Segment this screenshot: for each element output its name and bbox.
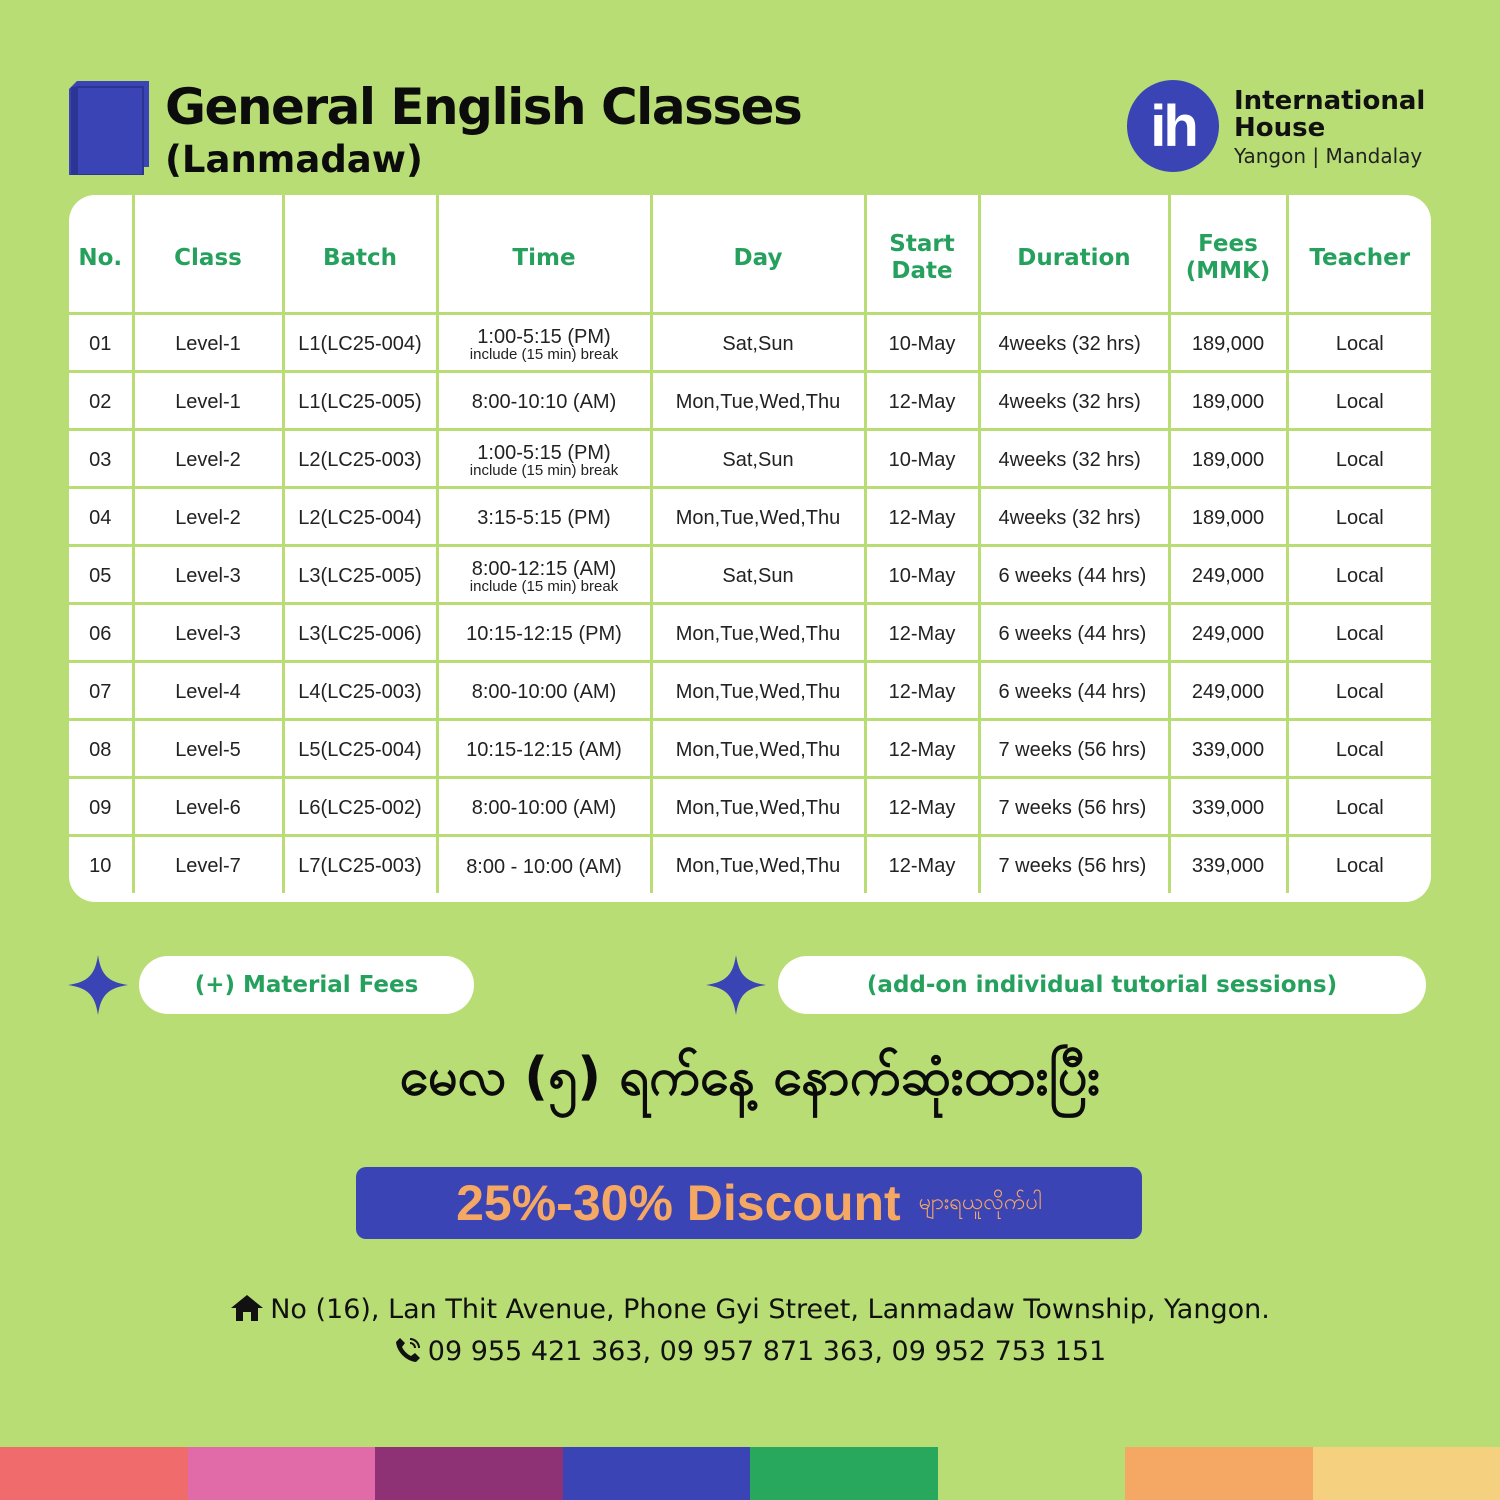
header-no: No. — [69, 195, 133, 313]
deadline-text: မေလ (၅) ရက်နေ့ နောက်ဆုံးထားပြီး — [399, 1047, 1101, 1107]
discount-badge — [356, 1167, 1142, 1239]
cell-no: 03 — [69, 429, 133, 487]
cell-teacher: Local — [1287, 545, 1431, 603]
table-row — [69, 835, 1431, 893]
cell-batch: L3(LC25-006) — [283, 603, 437, 661]
cell-duration: 6 weeks (44 hrs) — [979, 603, 1169, 661]
color-stripe-bar — [0, 1447, 1500, 1500]
header-day: Day — [651, 195, 865, 313]
break-note: include (15 min) break — [469, 577, 619, 595]
cell-fees: 249,000 — [1169, 603, 1287, 661]
break-note: include (15 min) break — [469, 345, 619, 363]
cell-fees: 339,000 — [1169, 835, 1287, 893]
cell-class: Level-1 — [133, 313, 283, 371]
table-row — [69, 371, 1431, 429]
cell-day: Mon,Tue,Wed,Thu — [651, 719, 865, 777]
schedule-table-card — [69, 195, 1431, 902]
phone-line — [0, 1336, 1500, 1367]
cell-fees: 189,000 — [1169, 313, 1287, 371]
break-note: include (15 min) break — [469, 461, 619, 479]
cell-duration: 7 weeks (56 hrs) — [979, 719, 1169, 777]
time-value: 10:15-12:15 (AM) — [466, 739, 622, 761]
cell-teacher: Local — [1287, 313, 1431, 371]
sparkle-icon — [68, 955, 128, 1015]
ih-logo: ih — [1127, 80, 1219, 172]
header-teacher: Teacher — [1287, 195, 1431, 313]
table-row — [69, 429, 1431, 487]
cell-teacher: Local — [1287, 777, 1431, 835]
cell-time — [437, 835, 651, 893]
cell-batch: L5(LC25-004) — [283, 719, 437, 777]
cell-start-date: 12-May — [865, 835, 979, 893]
cell-day: Mon,Tue,Wed,Thu — [651, 487, 865, 545]
cell-start-date: 12-May — [865, 719, 979, 777]
table-row — [69, 661, 1431, 719]
cell-fees: 339,000 — [1169, 719, 1287, 777]
cell-class: Level-3 — [133, 545, 283, 603]
time-value: 3:15-5:15 (PM) — [477, 507, 611, 529]
cell-duration: 6 weeks (44 hrs) — [979, 661, 1169, 719]
cell-fees: 249,000 — [1169, 545, 1287, 603]
color-stripe — [188, 1447, 376, 1500]
table-row — [69, 719, 1431, 777]
cell-start-date: 12-May — [865, 371, 979, 429]
header-duration: Duration — [979, 195, 1169, 313]
cell-day: Sat,Sun — [651, 545, 865, 603]
cell-day: Sat,Sun — [651, 313, 865, 371]
header-batch: Batch — [283, 195, 437, 313]
table-header-row — [69, 195, 1431, 313]
cell-duration: 6 weeks (44 hrs) — [979, 545, 1169, 603]
time-value: 1:00-5:15 (PM) — [477, 325, 611, 348]
time-value: 8:00-10:00 (AM) — [471, 797, 617, 819]
cell-batch: L1(LC25-005) — [283, 371, 437, 429]
cell-class: Level-3 — [133, 603, 283, 661]
cell-no: 04 — [69, 487, 133, 545]
cell-no: 05 — [69, 545, 133, 603]
header-fees: Fees (MMK) — [1169, 195, 1287, 313]
cell-no: 02 — [69, 371, 133, 429]
cell-time — [437, 719, 651, 777]
time-value: 1:00-5:15 (PM) — [477, 441, 611, 464]
cell-class: Level-4 — [133, 661, 283, 719]
table-row — [69, 487, 1431, 545]
table-row — [69, 545, 1431, 603]
cell-day: Mon,Tue,Wed,Thu — [651, 603, 865, 661]
cell-time — [437, 371, 651, 429]
cell-time — [437, 661, 651, 719]
cell-teacher: Local — [1287, 371, 1431, 429]
cell-start-date: 10-May — [865, 545, 979, 603]
cell-day: Mon,Tue,Wed,Thu — [651, 777, 865, 835]
schedule-table — [69, 195, 1431, 893]
cell-duration: 4weeks (32 hrs) — [979, 371, 1169, 429]
sparkle-icon — [706, 955, 766, 1015]
cell-start-date: 12-May — [865, 777, 979, 835]
cell-batch: L1(LC25-004) — [283, 313, 437, 371]
header-start-date: Start Date — [865, 195, 979, 313]
cell-class: Level-2 — [133, 487, 283, 545]
cell-class: Level-5 — [133, 719, 283, 777]
cell-batch: L7(LC25-003) — [283, 835, 437, 893]
cell-teacher: Local — [1287, 429, 1431, 487]
cell-day: Sat,Sun — [651, 429, 865, 487]
cell-batch: L2(LC25-003) — [283, 429, 437, 487]
phone-numbers: 09 955 421 363, 09 957 871 363, 09 952 753 151 — [427, 1336, 1107, 1367]
cell-batch: L6(LC25-002) — [283, 777, 437, 835]
cell-time — [437, 429, 651, 487]
cell-time — [437, 313, 651, 371]
cell-no: 01 — [69, 313, 133, 371]
time-value: 8:00-10:10 (AM) — [471, 391, 617, 413]
cell-class: Level-2 — [133, 429, 283, 487]
logo-line-2: House — [1234, 113, 1326, 143]
cell-duration: 7 weeks (56 hrs) — [979, 777, 1169, 835]
discount-subtext: များရယူလိုက်ပါ — [918, 1189, 1042, 1215]
address-line — [0, 1294, 1500, 1325]
time-value: 8:00-10:00 (AM) — [471, 681, 617, 703]
cell-start-date: 10-May — [865, 429, 979, 487]
cell-time — [437, 487, 651, 545]
cell-start-date: 12-May — [865, 487, 979, 545]
cell-class: Level-1 — [133, 371, 283, 429]
cell-fees: 189,000 — [1169, 429, 1287, 487]
cell-fees: 189,000 — [1169, 371, 1287, 429]
cell-class: Level-7 — [133, 835, 283, 893]
cell-class: Level-6 — [133, 777, 283, 835]
cell-time — [437, 777, 651, 835]
address-text: No (16), Lan Thit Avenue, Phone Gyi Street, Lanmadaw Township, Yangon. — [270, 1294, 1270, 1325]
table-row — [69, 777, 1431, 835]
page-title: General English Classes — [165, 78, 802, 136]
home-icon — [230, 1294, 264, 1322]
table-row — [69, 313, 1431, 371]
cell-batch: L2(LC25-004) — [283, 487, 437, 545]
cell-time — [437, 545, 651, 603]
cell-batch: L3(LC25-005) — [283, 545, 437, 603]
color-stripe — [1313, 1447, 1500, 1500]
page-subtitle: (Lanmadaw) — [165, 138, 423, 181]
material-fees-note: (+) Material Fees — [139, 956, 474, 1014]
cell-start-date: 12-May — [865, 661, 979, 719]
discount-text: 25%-30% Discount — [456, 1175, 901, 1231]
color-stripe — [938, 1447, 1126, 1500]
cell-time — [437, 603, 651, 661]
cell-teacher: Local — [1287, 487, 1431, 545]
cell-duration: 4weeks (32 hrs) — [979, 313, 1169, 371]
table-row — [69, 603, 1431, 661]
color-stripe — [0, 1447, 188, 1500]
logo-text — [1234, 88, 1425, 170]
color-stripe — [750, 1447, 938, 1500]
time-value: 10:15-12:15 (PM) — [466, 623, 622, 645]
header-time: Time — [437, 195, 651, 313]
cell-day: Mon,Tue,Wed,Thu — [651, 371, 865, 429]
tutorial-note: (add-on individual tutorial sessions) — [778, 956, 1426, 1014]
cell-no: 09 — [69, 777, 133, 835]
cell-no: 08 — [69, 719, 133, 777]
color-stripe — [375, 1447, 563, 1500]
cell-teacher: Local — [1287, 603, 1431, 661]
cell-day: Mon,Tue,Wed,Thu — [651, 835, 865, 893]
cell-teacher: Local — [1287, 719, 1431, 777]
cell-duration: 4weeks (32 hrs) — [979, 429, 1169, 487]
cell-no: 07 — [69, 661, 133, 719]
cell-fees: 189,000 — [1169, 487, 1287, 545]
header-class: Class — [133, 195, 283, 313]
cell-fees: 339,000 — [1169, 777, 1287, 835]
cell-duration: 4weeks (32 hrs) — [979, 487, 1169, 545]
book-icon — [69, 81, 149, 175]
cell-no: 10 — [89, 855, 112, 878]
color-stripe — [1125, 1447, 1313, 1500]
cell-teacher: Local — [1287, 835, 1431, 893]
cell-start-date: 10-May — [865, 313, 979, 371]
cell-teacher: Local — [1287, 661, 1431, 719]
logo-line-1: International — [1234, 86, 1426, 116]
cell-fees: 249,000 — [1169, 661, 1287, 719]
cell-batch: L4(LC25-003) — [283, 661, 437, 719]
phone-icon — [394, 1336, 422, 1364]
cell-day: Mon,Tue,Wed,Thu — [651, 661, 865, 719]
cell-start-date: 12-May — [865, 603, 979, 661]
time-value: 8:00-12:15 (AM) — [471, 557, 617, 580]
cell-duration: 7 weeks (56 hrs) — [979, 835, 1169, 893]
color-stripe — [563, 1447, 751, 1500]
time-value: 8:00 - 10:00 (AM) — [466, 855, 622, 878]
logo-locations: Yangon | Mandalay — [1234, 144, 1423, 168]
cell-no: 06 — [69, 603, 133, 661]
